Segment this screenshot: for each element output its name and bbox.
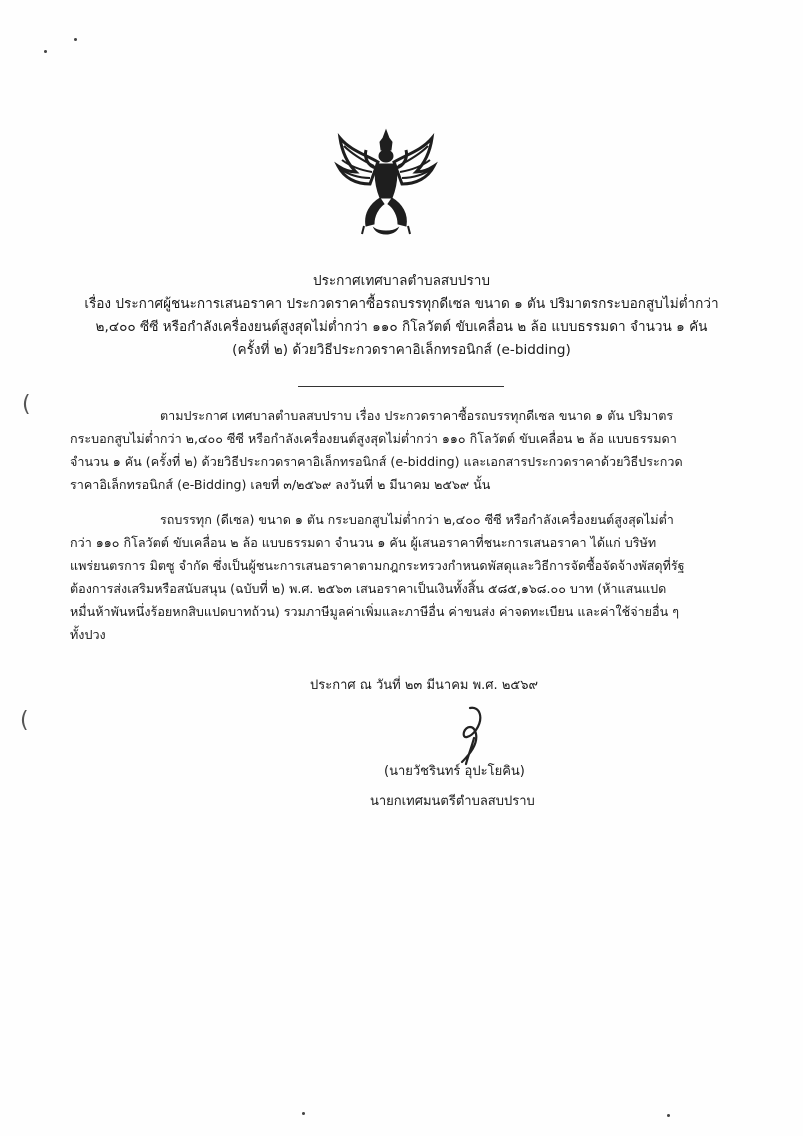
paragraph-2-line: หมื่นห้าพันหนึ่งร้อยหกสิบแปดบาทถ้วน) รวมภาษีมูลค่าเพิ่มและภาษีอื่น ค่าขนส่ง ค่าจดทะเบียน และค่าใช้จ่ายอื่น ๆ — [70, 604, 679, 619]
punch-hole-mark: ( — [22, 392, 31, 417]
paragraph-1-line: ตามประกาศ เทศบาลตำบลสบปราบ เรื่อง ประกวดราคาซื้อรถบรรทุกดีเซล ขนาด ๑ ตัน ปริมาตร — [160, 408, 674, 423]
garuda-emblem-icon — [334, 128, 438, 240]
scan-speck — [44, 50, 47, 53]
heading-divider — [298, 386, 504, 387]
subject-line-3: (ครั้งที่ ๒) ด้วยวิธีประกวดราคาอิเล็กทรอนิกส์ (e-bidding) — [232, 342, 571, 358]
paragraph-1-line: ราคาอิเล็กทรอนิกส์ (e-Bidding) เลขที่ ๓/๒๕๖๙ ลงวันที่ ๒ มีนาคม ๒๕๖๙ นั้น — [70, 477, 491, 492]
scan-speck — [667, 1114, 670, 1117]
paragraph-1-line: กระบอกสูบไม่ต่ำกว่า ๒,๔๐๐ ซีซี หรือกำลังเครื่องยนต์สูงสุดไม่ต่ำกว่า ๑๑๐ กิโลวัตต์ ขับเคลื่อน ๒ ล้อ แบบธรรมดา — [70, 431, 677, 446]
paragraph-1-line: จำนวน ๑ คัน (ครั้งที่ ๒) ด้วยวิธีประกวดราคาอิเล็กทรอนิกส์ (e-bidding) และเอกสารประกวดราคาด้วยวิธีประกวด — [70, 454, 683, 469]
paragraph-2-line: ต้องการส่งเสริมหรือสนับสนุน (ฉบับที่ ๒) พ.ศ. ๒๕๖๓ เสนอราคาเป็นเงินทั้งสิ้น ๕๘๕,๑๖๘.๐๐ บาท (ห้าแสนแปด — [70, 581, 667, 596]
paragraph-2-line: ทั้งปวง — [70, 627, 106, 642]
subject-line-2: ๒,๔๐๐ ซีซี หรือกำลังเครื่องยนต์สูงสุดไม่ต่ำกว่า ๑๑๐ กิโลวัตต์ ขับเคลื่อน ๒ ล้อ แบบธรรมดา จำนวน ๑ คัน — [95, 319, 708, 335]
body-paragraph-2 — [70, 508, 750, 646]
paragraph-2-line: รถบรรทุก (ดีเซล) ขนาด ๑ ตัน กระบอกสูบไม่ต่ำกว่า ๒,๔๐๐ ซีซี หรือกำลังเครื่องยนต์สูงสุดไม่ต่ำ — [160, 512, 674, 527]
announcement-heading — [40, 270, 763, 362]
announcement-date: ประกาศ ณ วันที่ ๒๓ มีนาคม พ.ศ. ๒๕๖๙ — [310, 678, 538, 693]
subject-line-1: เรื่อง ประกาศผู้ชนะการเสนอราคา ประกวดราคาซื้อรถบรรทุกดีเซล ขนาด ๑ ตัน ปริมาตรกระบอกสูบไม่ต่ำกว่า — [84, 296, 719, 312]
scan-speck — [74, 38, 77, 41]
scan-speck — [302, 1112, 305, 1115]
announcement-title: ประกาศเทศบาลตำบลสบปราบ — [312, 273, 491, 289]
paragraph-2-line: กว่า ๑๑๐ กิโลวัตต์ ขับเคลื่อน ๒ ล้อ แบบธรรมดา จำนวน ๑ คัน ผู้เสนอราคาที่ชนะการเสนอราคา ได้แก่ บริษัท — [70, 535, 657, 550]
paragraph-2-line: แพร่ยนตรการ มิตซู จำกัด ซึ่งเป็นผู้ชนะการเสนอราคาตามกฎกระทรวงกำหนดพัสดุและวิธีการจัดซื้อจัดจ้างพัสดุที่รัฐ — [70, 558, 685, 573]
signer-position: นายกเทศมนตรีตำบลสบปราบ — [370, 794, 535, 809]
signer-name: (นายวัชรินทร์ อุปะโยคิน) — [384, 764, 525, 779]
punch-hole-mark: ( — [20, 708, 29, 733]
handwritten-signature — [440, 704, 500, 766]
body-paragraph-1 — [70, 404, 750, 496]
